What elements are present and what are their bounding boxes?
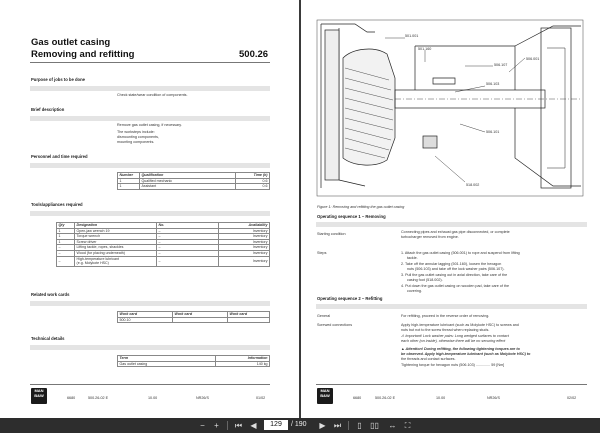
footer-version: 10.00 — [436, 396, 446, 400]
steps-label: Steps — [317, 251, 327, 255]
purpose-heading: Purpose of jobs to be done — [31, 77, 85, 82]
brief-line: The worksteps include: — [117, 130, 155, 134]
table-cell: Inventory — [219, 228, 270, 234]
step-line: 1. Attach the gas outlet casing (506.001) to rope and suspend from lifting — [401, 251, 520, 255]
table-cell: 1 — [57, 239, 75, 245]
footer-doc: 500.26-02 E — [88, 396, 109, 400]
personnel-table — [117, 172, 270, 190]
technical-heading: Technical details — [31, 336, 65, 341]
footer-rule — [30, 384, 270, 385]
table-cell: – — [157, 250, 219, 256]
table-header: Work card — [173, 312, 228, 318]
footer-rule — [316, 384, 587, 385]
general-label: General — [317, 314, 331, 318]
callout-label: 506.001 — [526, 57, 540, 61]
table-header: Number — [118, 173, 140, 179]
attention-note: the threads and contact surfaces. — [401, 357, 456, 361]
page-total: / 190 — [291, 421, 307, 428]
step-line: 2. Take off the annular lagging (501.160), loosen the hexagon — [401, 262, 502, 266]
related-heading: Related work cards — [31, 292, 70, 297]
table-cell: – — [57, 256, 75, 266]
table-cell: 500.10 — [118, 317, 173, 323]
table-cell: Torque wrench — [75, 234, 157, 240]
footer-series: NR26/S — [487, 396, 500, 400]
screwed-line: nuts but not to the screw thread when replacing studs. — [401, 328, 490, 332]
last-page-icon[interactable]: ⏭ — [333, 421, 342, 430]
footer-series: NR26/S — [196, 396, 209, 400]
table-header: Work card — [118, 312, 173, 318]
table-cell: 1 — [118, 178, 140, 184]
table-cell: Assistant — [140, 184, 236, 190]
table-cell: – — [157, 245, 219, 251]
brief-line: mounting components. — [117, 140, 155, 144]
outlet-inner — [547, 48, 565, 168]
page-number-input[interactable] — [264, 420, 288, 430]
callout-label: 506.101 — [486, 130, 500, 134]
gas-outlet-casing-drawing — [315, 18, 587, 204]
tools-heading: Tools/appliances required — [31, 202, 83, 207]
table-row — [118, 184, 270, 190]
step-line: tackle. — [407, 256, 418, 260]
blurred-band — [30, 211, 270, 216]
callout-leader — [460, 124, 485, 132]
step-line: covering. — [407, 289, 422, 293]
next-page-icon[interactable]: ▶ — [319, 421, 326, 430]
right-document-page — [301, 0, 600, 418]
table-row — [118, 317, 270, 323]
doc-title-line1: Gas outlet casing — [31, 37, 111, 48]
blurred-band — [30, 163, 270, 168]
table-cell: 1 — [118, 184, 140, 190]
footer-version: 10.00 — [148, 396, 158, 400]
table-cell: – — [57, 245, 75, 251]
table-cell: Gas outlet casing — [118, 361, 216, 367]
seq1-heading: Operating sequence 1 – Removing — [317, 214, 386, 219]
casing-foot — [423, 136, 437, 148]
table-cell: – — [157, 256, 219, 266]
blurred-band — [30, 345, 270, 350]
fullscreen-icon[interactable]: ⛶ — [404, 421, 411, 430]
table-cell: – — [157, 234, 219, 240]
table-header: Time (h) — [236, 173, 270, 179]
blurred-band — [30, 301, 270, 306]
footer-page: 02/02 — [567, 396, 577, 400]
table-row — [118, 361, 270, 367]
callout-leader — [435, 156, 465, 182]
table-cell: Inventory — [219, 239, 270, 245]
table-header: Designation — [75, 223, 157, 229]
table-cell: 0.6 — [236, 184, 270, 190]
table-cell-line: High-temperature lubricant — [76, 256, 120, 261]
fit-width-icon[interactable]: ↔ — [388, 421, 397, 430]
table-header: Qualification — [140, 173, 236, 179]
blurred-band — [30, 116, 270, 121]
brief-line: dismounting components, — [117, 135, 160, 139]
step-line: casing foot (518.002). — [407, 278, 443, 282]
table-cell: Screw driver — [75, 239, 157, 245]
toolbar-separator — [227, 421, 228, 430]
lock-washer — [433, 78, 455, 84]
table-cell: Wood (for placing underneath) — [75, 250, 157, 256]
table-cell: Lifting tackle, ropes, shackles — [75, 245, 157, 251]
turbine-wheel-section — [343, 49, 395, 165]
blurred-band — [30, 86, 270, 91]
man-bw-logo: MAN B&W — [317, 388, 333, 404]
callout-label: 501.160 — [418, 47, 432, 51]
table-cell-line: (e.g. Molykote HSC) — [76, 261, 109, 266]
seq2-heading: Operating sequence 2 – Refitting — [317, 296, 383, 301]
torque-line: Tightening torque for hexagon nuts (506.103) .............. 59 [Nm] — [401, 363, 505, 367]
step-line: 4. Put down the gas outlet casing on wooden pad, take care of the — [401, 284, 510, 288]
single-page-view-icon[interactable]: ▯ — [357, 421, 362, 430]
callout-label: 506.103 — [486, 82, 500, 86]
casing-wall — [415, 46, 515, 90]
blurred-band — [316, 304, 587, 309]
brief-line: Remove gas outlet casing, if necessary. — [117, 123, 182, 127]
general-text: For refitting, proceed in the reverse order of removing. — [401, 314, 490, 318]
callout-label: 506.107 — [494, 63, 508, 67]
related-table — [117, 311, 270, 323]
callout-label: 518.002 — [466, 183, 480, 187]
table-cell: 1 — [57, 234, 75, 240]
callout-leader — [455, 86, 485, 92]
table-cell-two-line — [75, 256, 157, 266]
table-cell: Inventory — [219, 250, 270, 256]
table-cell: 0.6 — [236, 178, 270, 184]
starting-label: Starting condition — [317, 232, 346, 236]
table-cell: 1 — [57, 228, 75, 234]
screwed-label: Screwed connections — [317, 323, 353, 327]
table-header: Information — [216, 356, 270, 362]
flange-section — [325, 30, 339, 180]
callout-leader — [509, 58, 525, 72]
table-cell: Qualified mechanic — [140, 178, 236, 184]
table-header: No. — [157, 223, 219, 229]
doc-number: 500.26 — [239, 49, 269, 60]
technical-table — [117, 355, 270, 367]
callout-label: 501.001 — [405, 34, 419, 38]
table-cell: Open-jaw wrench 19 — [75, 228, 157, 234]
purpose-text: Check state/wear condition of components. — [117, 93, 188, 97]
footer-code: 6680 — [67, 396, 76, 400]
starting-line: Connecting pipes and exhaust gas pipe disconnected, or complete — [401, 230, 510, 234]
left-document-page — [0, 0, 299, 418]
man-bw-logo: MAN B&W — [31, 388, 47, 404]
table-header: Availability — [219, 223, 270, 229]
table-cell: 140 kg — [216, 361, 270, 367]
blurred-band — [316, 222, 587, 227]
table-cell: – — [157, 228, 219, 234]
personnel-heading: Personnel and time required — [31, 154, 88, 159]
tools-table — [56, 222, 270, 267]
zoom-out-icon[interactable]: − — [200, 421, 205, 430]
attention-note: be observed. Apply high-temperature lubricant (such as Molykote HSC) to — [401, 352, 531, 356]
table-cell: – — [157, 239, 219, 245]
table-row — [57, 256, 270, 266]
table-cell: Inventory — [219, 256, 270, 266]
step-line: 3. Pull the gas outlet casing out in axial direction, take care of the — [401, 273, 508, 277]
footer-code: 6680 — [353, 396, 362, 400]
table-cell — [173, 317, 228, 323]
table-cell: Inventory — [219, 245, 270, 251]
important-note: each other (on inside), otherwise there will be no securing effect — [401, 339, 506, 343]
zoom-in-icon[interactable]: + — [214, 421, 219, 430]
viewer-toolbar — [0, 418, 600, 433]
attention-note: ▲ Attention! During refitting, the following tightening torques are to — [401, 347, 520, 351]
table-cell: – — [57, 250, 75, 256]
important-note: ⚠ Important! Lock washer pairs: Long wedged surfaces to contact — [401, 334, 509, 338]
starting-line: turbocharger removed from engine. — [401, 235, 459, 239]
table-header: Qty — [57, 223, 75, 229]
footer-doc: 500.26-02 E — [375, 396, 396, 400]
two-page-view-icon[interactable]: ▯▯ — [370, 421, 379, 430]
table-cell — [228, 317, 270, 323]
toolbar-separator — [348, 421, 349, 430]
first-page-icon[interactable]: ⏮ — [234, 421, 243, 430]
figure-caption: Figure 1: Removing and refitting the gas outlet casing — [317, 205, 405, 209]
table-header: Work card — [228, 312, 270, 318]
table-cell: Inventory — [219, 234, 270, 240]
previous-page-icon[interactable]: ◀ — [250, 421, 257, 430]
title-rule — [30, 62, 270, 63]
outlet-flange — [541, 28, 571, 188]
table-header: Term — [118, 356, 216, 362]
screwed-line: Apply high-temperature lubricant (such as Molykote HSC) to screws and — [401, 323, 519, 327]
doc-title-line2: Removing and refitting — [31, 49, 135, 60]
footer-page: 01/02 — [256, 396, 266, 400]
brief-heading: Brief description — [31, 107, 65, 112]
step-line: nuts (506.103) and take off the lock washer pairs (506.107). — [407, 267, 505, 271]
